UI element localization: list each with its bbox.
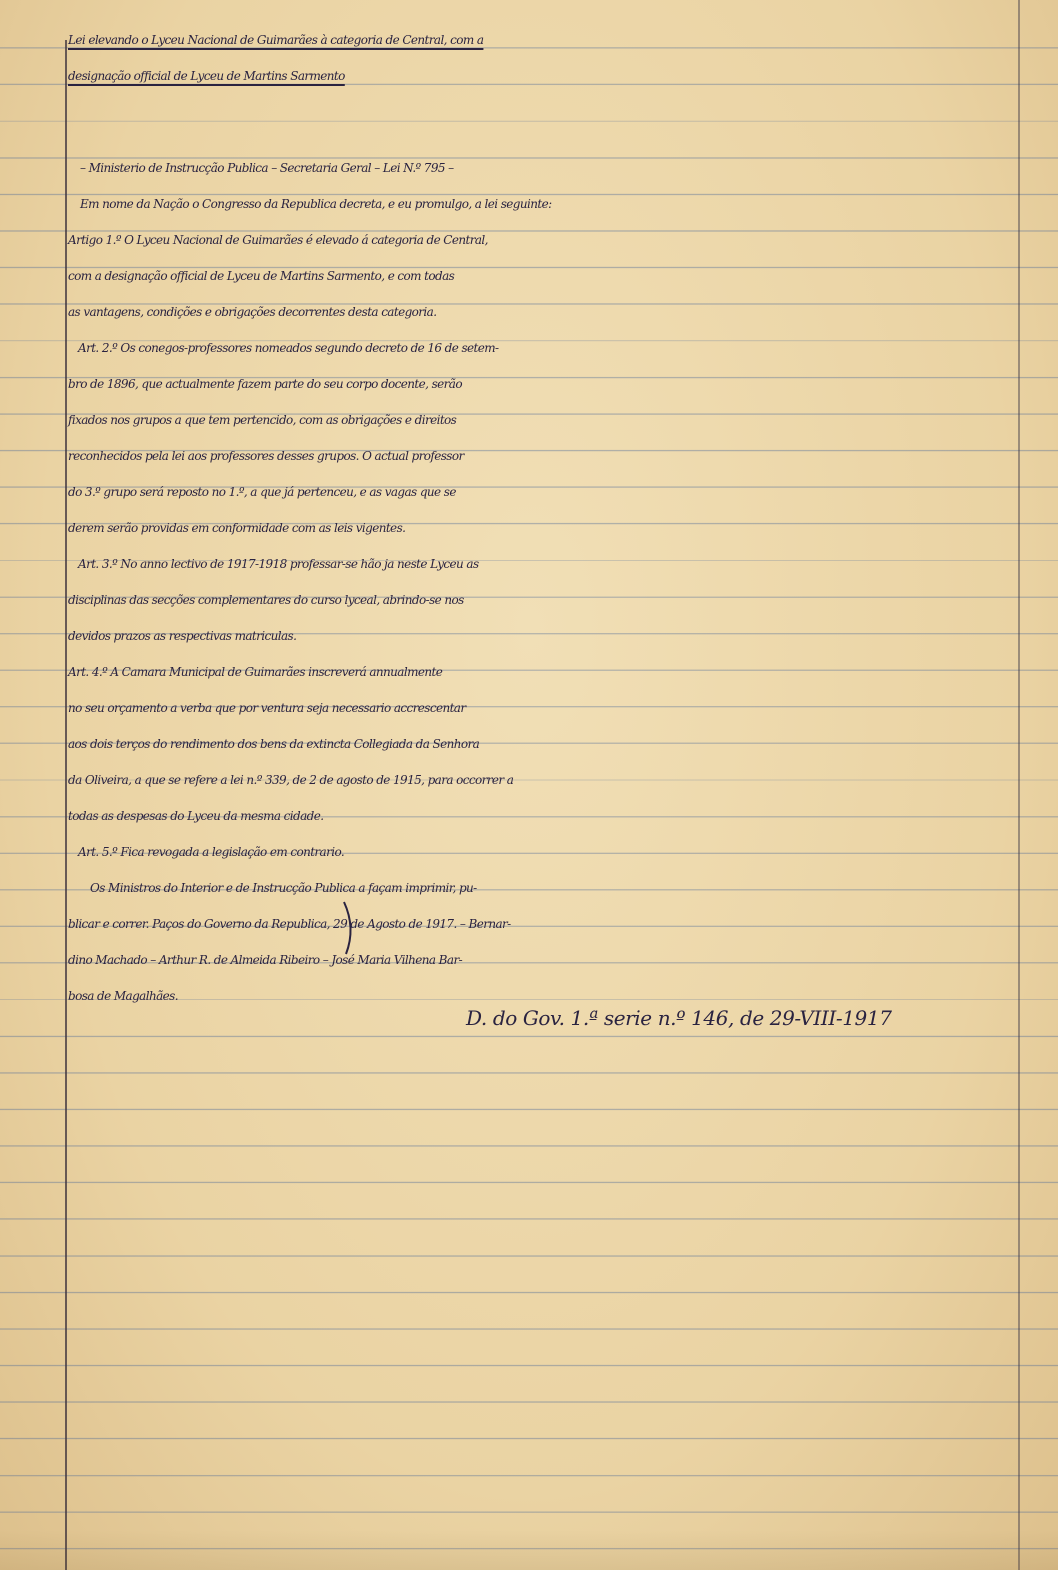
body-line: reconhecidos pela lei aos professores desses grupos. O actual professor: [68, 449, 464, 463]
gazette-citation: D. do Gov. 1.ª serie n.º 146, de 29-VIII-1917: [466, 1006, 892, 1030]
document-title-line: Lei elevando o Lyceu Nacional de Guimarães à categoria de Central, com a: [68, 33, 484, 47]
enacting-formula: Em nome da Nação o Congresso da Republica decreta, e eu promulgo, a lei seguinte:: [80, 197, 552, 211]
body-line: bro de 1896, que actualmente fazem parte do seu corpo docente, serão: [68, 377, 462, 391]
closing-bracket-mark: [340, 898, 360, 958]
body-line: as vantagens, condições e obrigações decorrentes desta categoria.: [68, 305, 437, 319]
body-line: da Oliveira, a que se refere a lei n.º 339, de 2 de agosto de 1915, para occorrer a: [68, 773, 514, 787]
document-title-line: designação official de Lyceu de Martins Sarmento: [68, 69, 345, 83]
page-shadow: [0, 1530, 1058, 1570]
body-line: aos dois terços do rendimento dos bens da extincta Collegiada da Senhora: [68, 737, 480, 751]
body-line: disciplinas das secções complementares do curso lyceal, abrindo-se nos: [68, 593, 464, 607]
margin-rule: [65, 40, 67, 1570]
body-line: derem serão providas em conformidade com as leis vigentes.: [68, 521, 406, 535]
body-line: dino Machado – Arthur R. de Almeida Ribeiro – José Maria Vilhena Bar-: [68, 953, 463, 967]
body-line: no seu orçamento a verba que por ventura seja necessario accrescentar: [68, 701, 466, 715]
body-line: Art. 2.º Os conegos-professores nomeados segundo decreto de 16 de setem-: [78, 341, 499, 355]
body-line: fixados nos grupos a que tem pertencido, com as obrigações e direitos: [68, 413, 457, 427]
body-line: todas as despesas do Lyceu da mesma cidade.: [68, 809, 324, 823]
body-line: do 3.º grupo será reposto no 1.º, a que já pertenceu, e as vagas que se: [68, 485, 456, 499]
body-line: Os Ministros do Interior e de Instrucção Publica a façam imprimir, pu-: [90, 881, 477, 895]
body-line: blicar e correr. Paços do Governo da Republica, 29 de Agosto de 1917. – Bernar-: [68, 917, 511, 931]
signature-line: bosa de Magalhães.: [68, 989, 178, 1003]
ministry-heading: – Ministerio de Instrucção Publica – Secretaria Geral – Lei N.º 795 –: [80, 161, 454, 175]
body-line: Art. 5.º Fica revogada a legislação em contrario.: [78, 845, 345, 859]
body-line: devidos prazos as respectivas matriculas.: [68, 629, 297, 643]
body-line: com a designação official de Lyceu de Martins Sarmento, e com todas: [68, 269, 455, 283]
body-line: Art. 3.º No anno lectivo de 1917-1918 professar-se hão ja neste Lyceu as: [78, 557, 479, 571]
body-line: Art. 4.º A Camara Municipal de Guimarães inscreverá annualmente: [68, 665, 443, 679]
body-line: Artigo 1.º O Lyceu Nacional de Guimarães é elevado á categoria de Central,: [68, 233, 488, 247]
